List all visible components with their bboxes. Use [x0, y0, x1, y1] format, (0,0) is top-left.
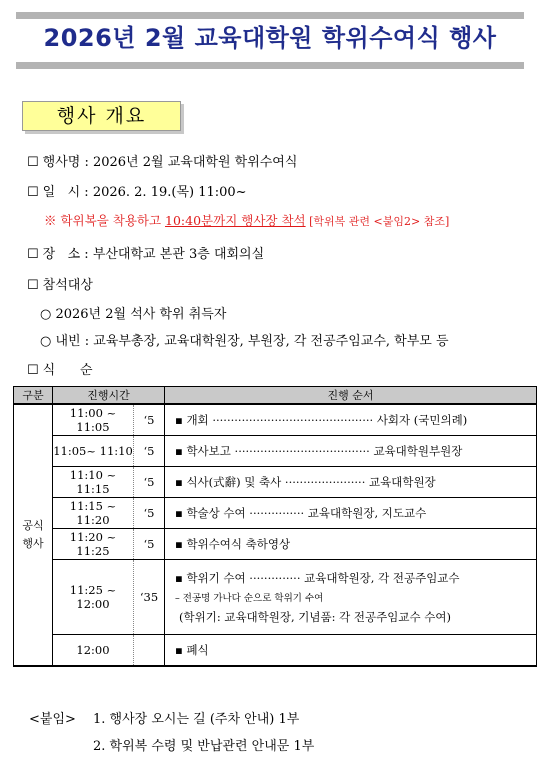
table-header-row — [14, 387, 537, 405]
row-duration: ‘5 — [134, 498, 165, 529]
event-datetime-line — [27, 181, 247, 200]
checkbox-icon: ☐ — [27, 185, 39, 200]
row-item: ▪ 개회 ············································ 사회자 (국민의례) — [165, 404, 537, 436]
checkbox-icon: ☐ — [27, 155, 39, 170]
table-row — [14, 560, 537, 635]
row-duration: ‘5 — [134, 436, 165, 467]
row-item: ▪ 학위수여식 축하영상 — [165, 529, 537, 560]
program-table — [13, 386, 537, 667]
row-item-main: ▪ 학위기 수여 ·············· 교육대학원장, 각 전공주임교수 — [175, 570, 460, 585]
table-row — [14, 529, 537, 560]
table-row — [14, 436, 537, 467]
row-time: 12:00 — [53, 635, 134, 667]
row-item: ▪ 식사(式辭) 및 축사 ······················ 교육대학원장 — [165, 467, 537, 498]
attachment-label: <붙임> — [29, 712, 76, 727]
program-label: 식 순 — [42, 363, 93, 378]
gown-note-prefix: ※ 학위복을 착용하고 — [44, 213, 166, 228]
table-row — [14, 498, 537, 529]
table-row — [14, 467, 537, 498]
gown-note-underline: 10:40분까지 행사장 착석 — [165, 213, 306, 228]
row-item-note: – 전공명 가나다 순으로 학위기 수여 — [175, 592, 324, 604]
event-name-line — [27, 151, 297, 170]
row-duration: ‘5 — [134, 467, 165, 498]
table-row — [14, 404, 537, 436]
row-time: 11:20 ~ 11:25 — [53, 529, 134, 560]
row-item: ▪ 학술상 수여 ··············· 교육대학원장, 지도교수 — [165, 498, 537, 529]
event-place: 장 소 : 부산대학교 본관 3층 대회의실 — [42, 247, 265, 262]
overview-heading: 행사 개요 — [22, 101, 181, 131]
row-duration — [134, 635, 165, 667]
event-datetime: 일 시 : 2026. 2. 19.(목) 11:00~ — [42, 185, 247, 200]
row-duration: ‘35 — [134, 560, 165, 635]
group-label: 공식 행사 — [14, 404, 53, 666]
program-heading — [27, 359, 93, 378]
col-header-category: 구분 — [14, 387, 53, 405]
table-row — [14, 635, 537, 667]
row-time: 11:00 ~ 11:05 — [53, 404, 134, 436]
row-item-detail: (학위기: 교육대학원장, 기념품: 각 전공주임교수 수여) — [179, 609, 451, 624]
row-time: 11:25 ~ 12:00 — [53, 560, 134, 635]
row-duration: ‘5 — [134, 404, 165, 436]
attendees-heading — [27, 274, 93, 293]
page-title: 2026년 2월 교육대학원 학위수여식 행사 — [43, 24, 497, 52]
event-place-line — [27, 243, 264, 262]
row-duration: ‘5 — [134, 529, 165, 560]
checkbox-icon: ☐ — [27, 278, 39, 293]
checkbox-icon: ☐ — [27, 363, 39, 378]
attendee-item: ○ 2026년 2월 석사 학위 취득자 — [40, 307, 227, 322]
title-bottom-bar — [16, 62, 524, 69]
row-time: 11:05~ 11:10 — [53, 436, 134, 467]
row-item — [165, 560, 537, 635]
col-header-order: 진행 순서 — [165, 387, 537, 405]
row-time: 11:15 ~ 11:20 — [53, 498, 134, 529]
col-header-time: 진행시간 — [53, 387, 165, 405]
row-time: 11:10 ~ 11:15 — [53, 467, 134, 498]
row-item: ▪ 학사보고 ····································· 교육대학원부원장 — [165, 436, 537, 467]
attendee-item: ○ 내빈 : 교육부총장, 교육대학원장, 부원장, 각 전공주임교수, 학부모 등 — [40, 334, 449, 349]
event-name: 행사명 : 2026년 2월 교육대학원 학위수여식 — [42, 155, 298, 170]
attachment-item: 2. 학위복 수령 및 반납관련 안내문 1부 — [93, 739, 315, 754]
gown-note-suffix: [학위복 관련 <붙임2> 참조] — [305, 215, 450, 228]
checkbox-icon: ☐ — [27, 247, 39, 262]
row-item: ▪ 폐식 — [165, 635, 537, 667]
gown-note — [44, 211, 449, 229]
attachment-item: 1. 행사장 오시는 길 (주차 안내) 1부 — [93, 712, 300, 727]
attendees-label: 참석대상 — [42, 278, 93, 293]
